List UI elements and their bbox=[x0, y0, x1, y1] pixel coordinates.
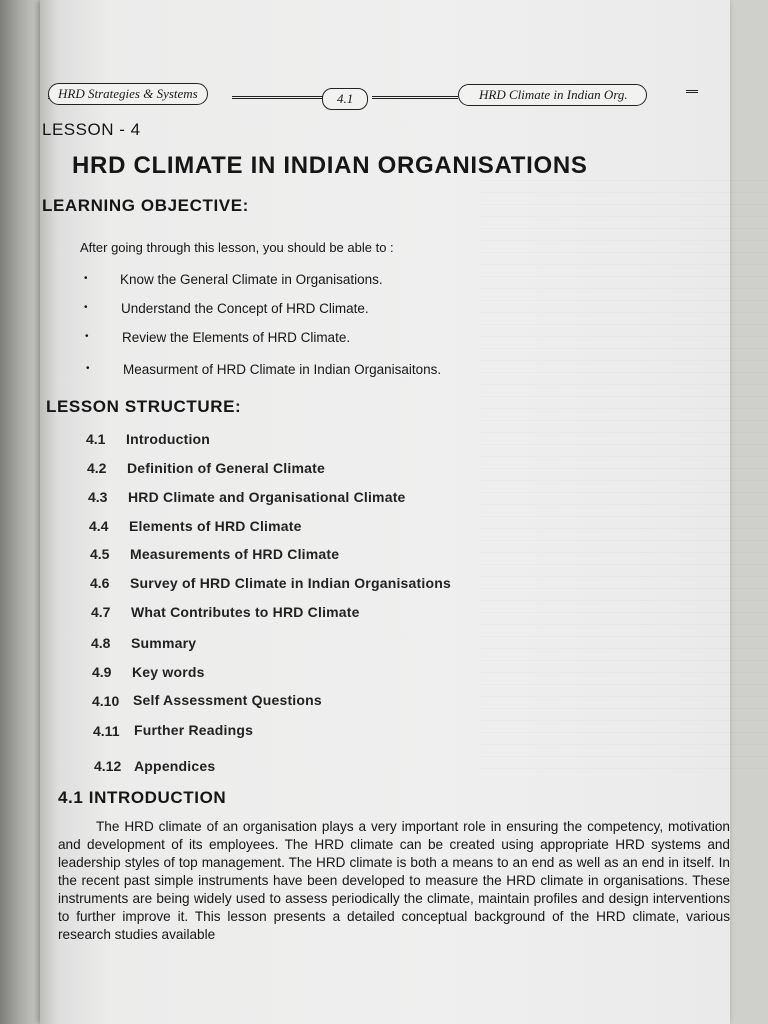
lesson-label: LESSON - 4 bbox=[42, 120, 141, 139]
lesson-structure-heading: LESSON STRUCTURE: bbox=[46, 397, 242, 416]
toc-entry-self-assessment: Self Assessment Questions bbox=[133, 692, 322, 708]
toc-entry-survey: Survey of HRD Climate in Indian Organisations bbox=[130, 575, 451, 591]
toc-number: 4.4 bbox=[89, 518, 109, 534]
toc-entry-definition: Definition of General Climate bbox=[127, 460, 325, 476]
bullet-icon: • bbox=[85, 331, 89, 342]
header-page-number: 4.1 bbox=[322, 88, 368, 110]
toc-number: 4.5 bbox=[90, 546, 110, 562]
toc-entry-key-words: Key words bbox=[132, 664, 205, 680]
toc-number: 4.11 bbox=[93, 723, 120, 739]
learning-objective-intro: After going through this lesson, you should be able to : bbox=[80, 240, 394, 255]
introduction-heading: 4.1 INTRODUCTION bbox=[58, 788, 227, 807]
toc-entry-further-readings: Further Readings bbox=[134, 722, 254, 738]
toc-number: 4.3 bbox=[88, 489, 108, 505]
toc-entry-introduction: Introduction bbox=[126, 431, 211, 447]
objective-item: Understand the Concept of HRD Climate. bbox=[121, 301, 369, 316]
toc-entry-measurements: Measurements of HRD Climate bbox=[130, 546, 340, 562]
toc-number: 4.1 bbox=[86, 431, 106, 447]
toc-entry-summary: Summary bbox=[131, 635, 197, 651]
learning-objective-heading: LEARNING OBJECTIVE: bbox=[42, 196, 249, 215]
header-chapter-title: HRD Climate in Indian Org. bbox=[458, 84, 647, 106]
toc-entry-appendices: Appendices bbox=[134, 758, 216, 774]
header-rule-right bbox=[686, 90, 698, 93]
toc-number: 4.10 bbox=[92, 693, 120, 709]
objective-item: Know the General Climate in Organisations. bbox=[120, 272, 383, 287]
toc-number: 4.8 bbox=[91, 635, 111, 651]
toc-number: 4.9 bbox=[92, 664, 112, 680]
toc-number: 4.7 bbox=[91, 604, 111, 620]
toc-number: 4.12 bbox=[94, 758, 122, 774]
header-rule-mid-right bbox=[372, 96, 458, 99]
header-rule-mid-left bbox=[232, 96, 324, 99]
toc-number: 4.6 bbox=[90, 575, 110, 591]
toc-entry-elements: Elements of HRD Climate bbox=[129, 518, 302, 534]
objective-item: Measurment of HRD Climate in Indian Organisaitons. bbox=[123, 362, 442, 377]
page-title: HRD CLIMATE IN INDIAN ORGANISATIONS bbox=[72, 152, 588, 179]
book-spine-shadow bbox=[0, 0, 42, 1024]
introduction-paragraph-text: The HRD climate of an organisation plays a very important role in ensuring the competency, motivation and development of its employees. The HRD climate can be created using appropriate HRD systems and leadership styles of top management. The HRD climate is both a means to an end as well as an end in itself. In the recent past simple instruments have been developed to measure the HRD climate in organisations. These instruments are being widely used to assess periodically the climate, maintain profiles and design interventions to further improve it. This lesson presents a detailed conceptual background of the HRD climate, various research studies available bbox=[58, 819, 730, 942]
toc-number: 4.2 bbox=[87, 460, 107, 476]
toc-entry-hrd-vs-org-climate: HRD Climate and Organisational Climate bbox=[128, 489, 406, 505]
objective-item: Review the Elements of HRD Climate. bbox=[122, 330, 351, 345]
bullet-icon: • bbox=[84, 273, 88, 284]
toc-entry-contributes: What Contributes to HRD Climate bbox=[131, 604, 360, 620]
header-book-title: HRD Strategies & Systems bbox=[48, 83, 208, 105]
bullet-icon: • bbox=[84, 302, 88, 313]
bullet-icon: • bbox=[86, 363, 90, 374]
introduction-paragraph bbox=[58, 818, 730, 944]
reverse-side-bleed-through bbox=[480, 180, 768, 780]
